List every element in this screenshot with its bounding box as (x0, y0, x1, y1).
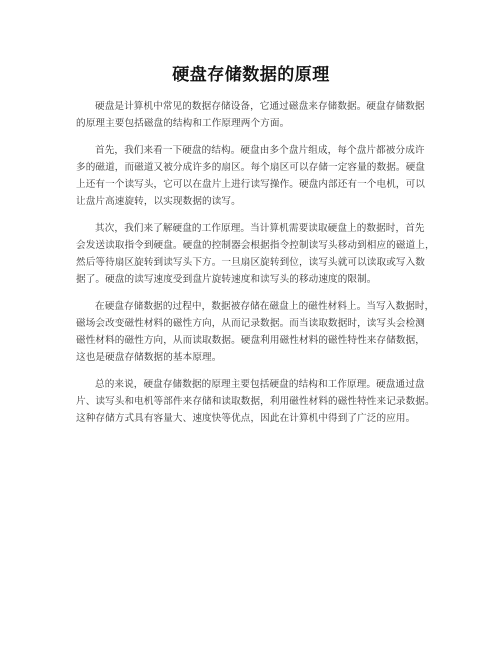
paragraph-2 (76, 142, 436, 210)
paragraph-line: 磁性材料的磁性方向，从而读取数据。硬盘利用磁性材料的磁性特性来存储数据， (76, 335, 425, 346)
paragraph-line: 片、读写头和电机等部件来存储和读取数据，利用磁性材料的磁性特性来记录数据。 (76, 396, 435, 407)
paragraph-1 (76, 98, 436, 132)
paragraph-line: 这种存储方式具有容量大、速度快等优点，因此在计算机中得到了广泛的应用。 (76, 413, 416, 424)
paragraph-line: 首先，我们来看一下硬盘的结构。硬盘由多个盘片组成，每个盘片都被分成许 (95, 145, 425, 156)
document-title: 硬盘存储数据的原理 (172, 65, 330, 85)
paragraph-4 (76, 298, 436, 366)
paragraph-line: 据了。硬盘的读写速度受到盘片旋转速度和读写头的移动速度的限制。 (76, 274, 377, 285)
paragraph-line: 上还有一个读写头，它可以在盘片上进行读写操作。硬盘内部还有一个电机，可以 (76, 179, 425, 190)
paragraph-3 (76, 220, 436, 288)
paragraph-5 (76, 376, 436, 427)
paragraph-line: 总的来说，硬盘存储数据的原理主要包括硬盘的结构和工作原理。硬盘通过盘 (95, 379, 425, 390)
paragraph-line: 然后等待扇区旋转到读写头下方。一旦扇区旋转到位，读写头就可以读取或写入数 (76, 257, 425, 268)
paragraph-line: 在硬盘存储数据的过程中，数据被存储在磁盘上的磁性材料上。当写入数据时， (95, 301, 435, 312)
paragraph-line: 的原理主要包括磁盘的结构和工作原理两个方面。 (76, 118, 290, 129)
paragraph-line: 会发送读取指令到硬盘。硬盘的控制器会根据指令控制读写头移动到相应的磁道上， (76, 240, 435, 251)
paragraph-line: 磁场会改变磁性材料的磁性方向，从而记录数据。而当读取数据时，读写头会检测 (76, 318, 425, 329)
paragraph-line: 这也是硬盘存储数据的基本原理。 (76, 352, 222, 363)
paragraph-line: 硬盘是计算机中常见的数据存储设备，它通过磁盘来存储数据。硬盘存储数据 (95, 101, 425, 112)
paragraph-line: 让盘片高速旋转，以实现数据的读写。 (76, 196, 241, 207)
paragraph-line: 其次，我们来了解硬盘的工作原理。当计算机需要读取硬盘上的数据时，首先 (95, 223, 425, 234)
paragraph-line: 多的磁道，而磁道又被分成许多的扇区。每个扇区可以存储一定容量的数据。硬盘 (76, 162, 425, 173)
document-body (76, 98, 436, 437)
